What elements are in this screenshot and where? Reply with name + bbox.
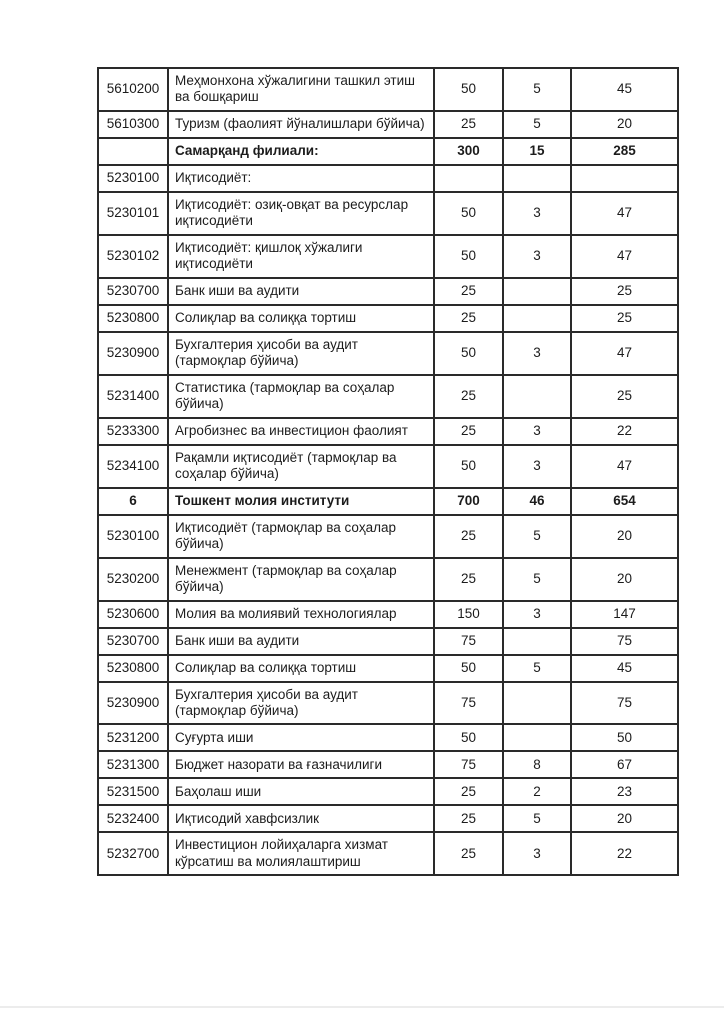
table-row — [98, 778, 678, 805]
value-cell: 700 — [434, 488, 503, 515]
name-cell: Иқтисодий хавфсизлик — [168, 805, 434, 832]
code-cell: 5231200 — [98, 724, 168, 751]
code-cell: 5610200 — [98, 68, 168, 111]
table-row — [98, 805, 678, 832]
table-row — [98, 628, 678, 655]
table-row — [98, 515, 678, 558]
value-cell: 5 — [503, 805, 571, 832]
value-cell: 5 — [503, 655, 571, 682]
value-cell: 50 — [434, 445, 503, 488]
name-cell: Иқтисодиёт: қишлоқ хўжалиги иқтисодиёти — [168, 235, 434, 278]
value-cell: 5 — [503, 558, 571, 601]
value-cell: 15 — [503, 138, 571, 165]
value-cell: 147 — [571, 601, 678, 628]
table-row — [98, 488, 678, 515]
value-cell: 5 — [503, 111, 571, 138]
value-cell: 150 — [434, 601, 503, 628]
value-cell: 75 — [434, 751, 503, 778]
table-row — [98, 751, 678, 778]
name-cell: Агробизнес ва инвестицион фаолият — [168, 418, 434, 445]
value-cell: 47 — [571, 445, 678, 488]
value-cell: 654 — [571, 488, 678, 515]
table-row — [98, 305, 678, 332]
name-cell: Молия ва молиявий технологиялар — [168, 601, 434, 628]
value-cell: 25 — [434, 558, 503, 601]
value-cell: 67 — [571, 751, 678, 778]
table-row — [98, 375, 678, 418]
name-cell: Суғурта иши — [168, 724, 434, 751]
code-cell: 5610300 — [98, 111, 168, 138]
code-cell: 5230100 — [98, 165, 168, 192]
value-cell: 5 — [503, 515, 571, 558]
table-row — [98, 278, 678, 305]
value-cell: 47 — [571, 235, 678, 278]
value-cell: 25 — [434, 778, 503, 805]
name-cell: Инвестицион лойиҳаларга хизмат кўрсатиш ва молиялаштириш — [168, 832, 434, 875]
value-cell: 50 — [434, 235, 503, 278]
value-cell: 300 — [434, 138, 503, 165]
code-cell: 5230700 — [98, 628, 168, 655]
table-row — [98, 192, 678, 235]
code-cell: 5230102 — [98, 235, 168, 278]
table-row — [98, 165, 678, 192]
name-cell: Меҳмонхона хўжалигини ташкил этиш ва бошқариш — [168, 68, 434, 111]
value-cell — [503, 628, 571, 655]
value-cell: 25 — [571, 375, 678, 418]
table-row — [98, 235, 678, 278]
name-cell: Банк иши ва аудити — [168, 628, 434, 655]
code-cell: 5232400 — [98, 805, 168, 832]
code-cell: 5230100 — [98, 515, 168, 558]
value-cell: 23 — [571, 778, 678, 805]
table-row — [98, 724, 678, 751]
value-cell — [503, 724, 571, 751]
code-cell: 5230600 — [98, 601, 168, 628]
value-cell: 50 — [571, 724, 678, 751]
page-bottom-rule — [0, 1006, 724, 1008]
table-row — [98, 68, 678, 111]
value-cell: 3 — [503, 192, 571, 235]
name-cell: Бюджет назорати ва ғазначилиги — [168, 751, 434, 778]
value-cell: 45 — [571, 655, 678, 682]
name-cell: Менежмент (тармоқлар ва соҳалар бўйича) — [168, 558, 434, 601]
table-row — [98, 445, 678, 488]
value-cell: 20 — [571, 805, 678, 832]
value-cell: 3 — [503, 418, 571, 445]
value-cell: 47 — [571, 332, 678, 375]
name-cell: Иқтисодиёт: — [168, 165, 434, 192]
value-cell: 50 — [434, 332, 503, 375]
value-cell: 50 — [434, 724, 503, 751]
value-cell: 75 — [434, 628, 503, 655]
value-cell: 20 — [571, 515, 678, 558]
value-cell — [503, 305, 571, 332]
name-cell: Солиқлар ва солиққа тортиш — [168, 655, 434, 682]
value-cell: 25 — [434, 832, 503, 875]
value-cell — [503, 682, 571, 725]
code-cell: 5230101 — [98, 192, 168, 235]
value-cell: 22 — [571, 418, 678, 445]
code-cell: 5230200 — [98, 558, 168, 601]
value-cell — [434, 165, 503, 192]
value-cell: 20 — [571, 111, 678, 138]
code-cell: 5231300 — [98, 751, 168, 778]
code-cell: 5230800 — [98, 305, 168, 332]
admission-quota-table — [97, 67, 679, 876]
code-cell: 5232700 — [98, 832, 168, 875]
code-cell: 5231500 — [98, 778, 168, 805]
value-cell: 8 — [503, 751, 571, 778]
table-row — [98, 601, 678, 628]
value-cell: 75 — [571, 682, 678, 725]
value-cell: 75 — [571, 628, 678, 655]
table-row — [98, 111, 678, 138]
value-cell: 5 — [503, 68, 571, 111]
value-cell: 46 — [503, 488, 571, 515]
code-cell: 6 — [98, 488, 168, 515]
value-cell: 50 — [434, 192, 503, 235]
value-cell — [571, 165, 678, 192]
value-cell: 3 — [503, 832, 571, 875]
value-cell: 25 — [434, 278, 503, 305]
table-row — [98, 332, 678, 375]
name-cell: Банк иши ва аудити — [168, 278, 434, 305]
code-cell: 5233300 — [98, 418, 168, 445]
value-cell — [503, 165, 571, 192]
name-cell: Туризм (фаолият йўналишлари бўйича) — [168, 111, 434, 138]
value-cell: 25 — [434, 418, 503, 445]
name-cell: Баҳолаш иши — [168, 778, 434, 805]
name-cell: Тошкент молия институти — [168, 488, 434, 515]
value-cell: 25 — [434, 305, 503, 332]
value-cell: 45 — [571, 68, 678, 111]
name-cell: Рақамли иқтисодиёт (тармоқлар ва соҳалар бўйича) — [168, 445, 434, 488]
value-cell: 25 — [434, 111, 503, 138]
value-cell: 50 — [434, 68, 503, 111]
value-cell: 3 — [503, 235, 571, 278]
table-body — [98, 68, 678, 875]
code-cell: 5230900 — [98, 332, 168, 375]
value-cell: 25 — [571, 278, 678, 305]
value-cell: 20 — [571, 558, 678, 601]
name-cell: Самарқанд филиали: — [168, 138, 434, 165]
table-row — [98, 138, 678, 165]
code-cell: 5230900 — [98, 682, 168, 725]
value-cell: 285 — [571, 138, 678, 165]
value-cell: 75 — [434, 682, 503, 725]
table-row — [98, 682, 678, 725]
code-cell: 5231400 — [98, 375, 168, 418]
table-row — [98, 418, 678, 445]
table-row — [98, 655, 678, 682]
value-cell: 22 — [571, 832, 678, 875]
code-cell: 5234100 — [98, 445, 168, 488]
code-cell: 5230800 — [98, 655, 168, 682]
value-cell: 3 — [503, 445, 571, 488]
table-row — [98, 832, 678, 875]
name-cell: Иқтисодиёт (тармоқлар ва соҳалар бўйича) — [168, 515, 434, 558]
value-cell: 3 — [503, 332, 571, 375]
value-cell: 25 — [434, 515, 503, 558]
name-cell: Иқтисодиёт: озиқ-овқат ва ресурслар иқтисодиёти — [168, 192, 434, 235]
value-cell — [503, 375, 571, 418]
value-cell: 25 — [434, 375, 503, 418]
value-cell: 3 — [503, 601, 571, 628]
name-cell: Бухгалтерия ҳисоби ва аудит (тармоқлар бўйича) — [168, 332, 434, 375]
value-cell: 50 — [434, 655, 503, 682]
value-cell: 47 — [571, 192, 678, 235]
code-cell — [98, 138, 168, 165]
table-row — [98, 558, 678, 601]
code-cell: 5230700 — [98, 278, 168, 305]
name-cell: Солиқлар ва солиққа тортиш — [168, 305, 434, 332]
value-cell: 2 — [503, 778, 571, 805]
value-cell — [503, 278, 571, 305]
name-cell: Статистика (тармоқлар ва соҳалар бўйича) — [168, 375, 434, 418]
value-cell: 25 — [434, 805, 503, 832]
value-cell: 25 — [571, 305, 678, 332]
name-cell: Бухгалтерия ҳисоби ва аудит (тармоқлар бўйича) — [168, 682, 434, 725]
